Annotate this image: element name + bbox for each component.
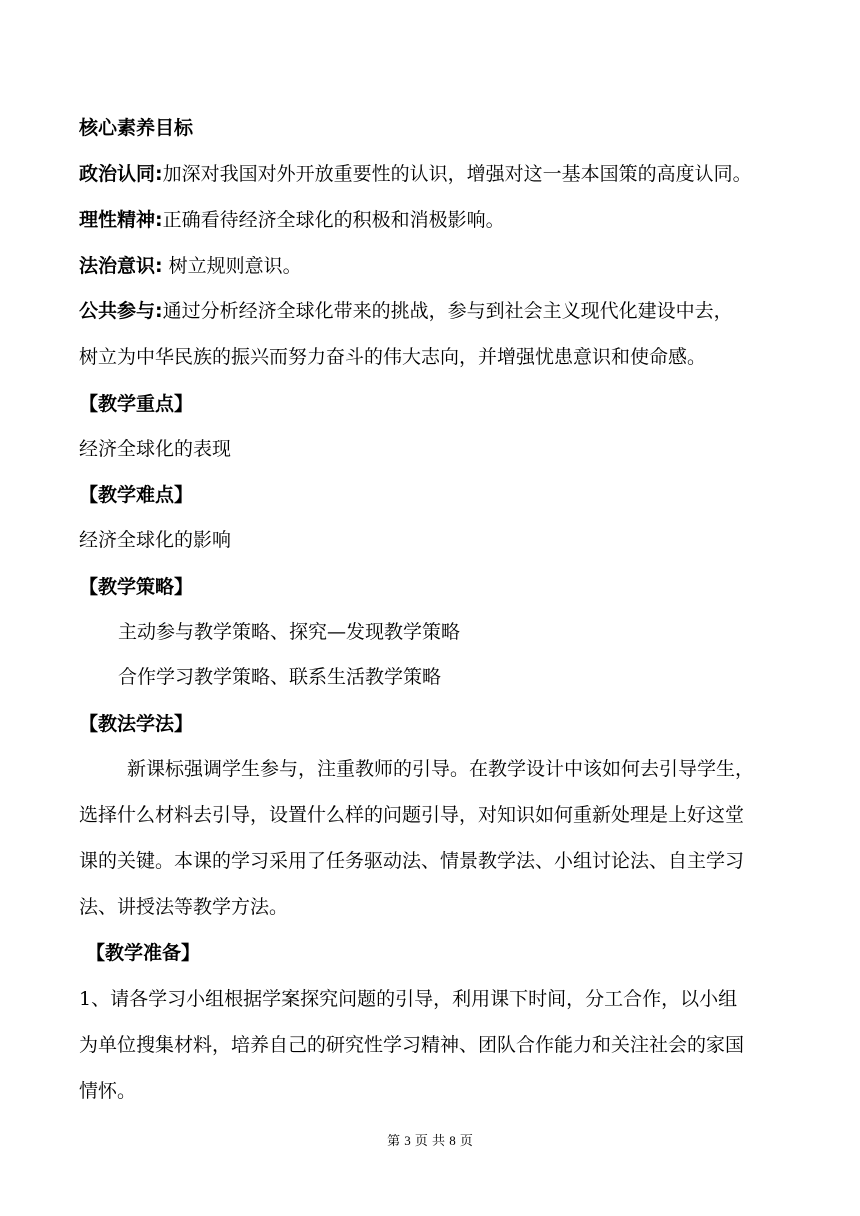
footer-middle: 页 共 — [414, 1134, 446, 1149]
methods-paragraph-line: 法、讲授法等教学方法。 — [79, 896, 289, 918]
goal-rational-spirit — [79, 207, 505, 233]
heading-strategy: 【教学策略】 — [79, 576, 194, 598]
key-points-text: 经济全球化的表现 — [79, 438, 232, 460]
goal-text: 正确看待经济全球化的积极和消极影响。 — [162, 209, 505, 231]
goal-label: 政治认同: — [79, 163, 163, 185]
heading-difficulties: 【教学难点】 — [79, 484, 194, 506]
goal-political-identity — [79, 161, 752, 187]
footer-page-number: 3 — [404, 1133, 411, 1148]
methods-paragraph-line: 新课标强调学生参与，注重教师的引导。在教学设计中该如何去引导学生， — [127, 758, 755, 780]
goal-label: 公共参与: — [79, 300, 163, 322]
goal-text: 通过分析经济全球化带来的挑战，参与到社会主义现代化建设中去， — [162, 300, 733, 322]
preparation-line: 为单位搜集材料，培养自己的研究性学习精神、团队合作能力和关注社会的家国 — [79, 1034, 745, 1056]
page-footer — [0, 1130, 860, 1149]
goal-continuation: 树立为中华民族的振兴而努力奋斗的伟大志向，并增强忧患意识和使命感。 — [79, 346, 707, 368]
section-heading-core-goals: 核心素养目标 — [79, 117, 194, 139]
strategy-item: 主动参与教学策略、探究—发现教学策略 — [118, 621, 461, 643]
methods-paragraph-line: 课的关键。本课的学习采用了任务驱动法、情景教学法、小组讨论法、自主学习 — [79, 850, 745, 872]
footer-suffix: 页 — [459, 1134, 473, 1149]
strategy-item: 合作学习教学策略、联系生活教学策略 — [118, 666, 442, 688]
footer-total-pages: 8 — [449, 1133, 456, 1148]
footer-prefix: 第 — [387, 1134, 401, 1149]
methods-paragraph-line: 选择什么材料去引导，设置什么样的问题引导，对知识如何重新处理是上好这堂 — [79, 804, 745, 826]
heading-preparation: 【教学准备】 — [86, 942, 201, 964]
heading-key-points: 【教学重点】 — [79, 393, 194, 415]
difficulties-text: 经济全球化的影响 — [79, 529, 232, 551]
goal-text: 加深对我国对外开放重要性的认识，增强对这一基本国策的高度认同。 — [162, 163, 752, 185]
preparation-line: 1、请各学习小组根据学案探究问题的引导，利用课下时间，分工合作，以小组 — [79, 988, 738, 1010]
goal-rule-of-law — [79, 253, 302, 279]
goal-text: 树立规则意识。 — [162, 255, 302, 277]
heading-methods: 【教法学法】 — [79, 713, 194, 735]
goal-public-participation — [79, 298, 733, 324]
goal-label: 理性精神: — [79, 209, 163, 231]
preparation-line: 情怀。 — [79, 1080, 137, 1102]
goal-label: 法治意识: — [79, 255, 163, 277]
